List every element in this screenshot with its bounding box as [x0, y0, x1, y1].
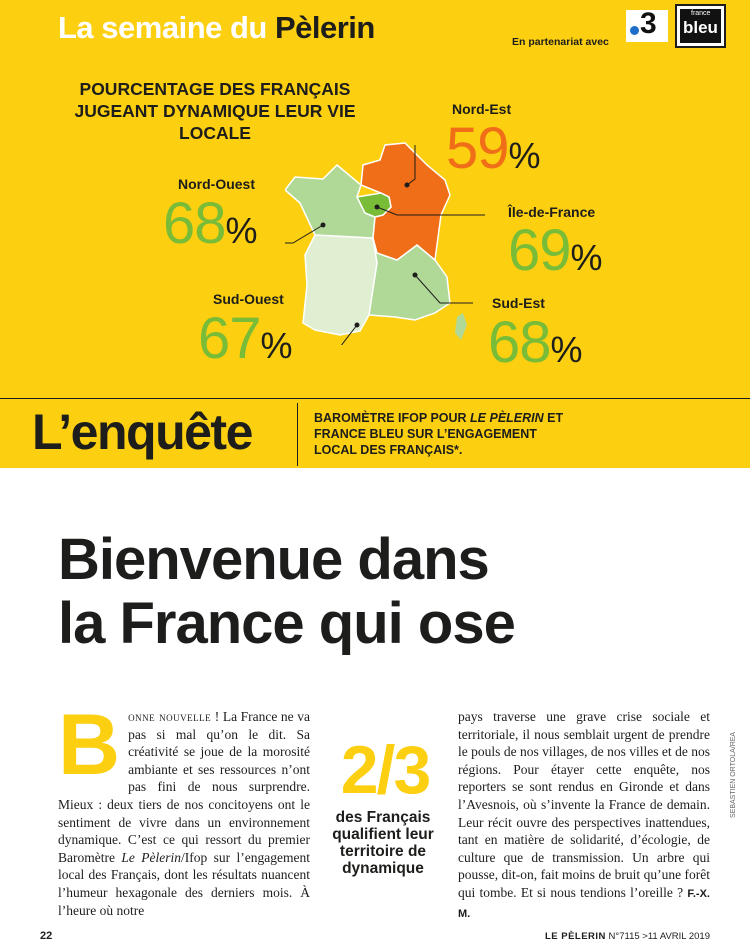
stat-label: des Français qualifient leur territoire de dynamique — [332, 809, 434, 877]
stat-fraction: 2/3 — [340, 732, 430, 808]
signature: F.-X. M. — [458, 887, 710, 920]
label-sud-ouest: Sud-Ouest — [213, 291, 284, 307]
region-corse — [455, 313, 467, 340]
france3-dot-icon — [630, 26, 639, 35]
partner-text: En partenariat avec — [512, 36, 609, 48]
page-number: 22 — [40, 930, 53, 942]
value-nord-est: 59% — [446, 116, 540, 181]
article-headline: Bienvenue dans la France qui ose — [58, 527, 515, 656]
footer-issue: LE PÈLERIN N°7115 >11 AVRIL 2019 — [544, 931, 710, 942]
section-vertical-divider — [297, 403, 298, 466]
label-sud-est: Sud-Est — [492, 295, 545, 311]
label-nord-ouest: Nord-Ouest — [178, 176, 255, 192]
france-bleu-logo: france bleu — [675, 4, 726, 48]
france3-logo: 3 — [626, 10, 668, 42]
value-sud-ouest: 67% — [198, 306, 292, 371]
barometre-subtitle: BAROMÈTRE IFOP POUR LE PÈLERIN ET FRANCE BLEU SUR L’ENGAGEMENT LOCAL DES FRANÇAIS*. — [314, 411, 564, 457]
photo-credit: SEBASTIEN ORTOLA/REA — [730, 731, 737, 818]
section-title: L’enquête — [32, 404, 252, 460]
section-divider-line — [0, 398, 750, 399]
article-column-2: pays traverse une grave crise sociale et territoriale, il nous semblait urgent de prendre le pouls de nos villages, de nos villes et de nos régions. Pour étayer cette enquête, nos reporters se sont rendus en Gironde et dans l’Avesnois, où s’invente la France de demain. Leur récit ouvre des perspectives inattendues, tant en matière de solidarité, d’écologie, de culture que de transmission. Un arbre qui pousse, dit-on, fait moins de bruit qu’une forêt qui tombe. Et si nous tendions l’oreille ? F.-X. M. — [458, 709, 710, 920]
value-ile-de-france: 69% — [508, 218, 602, 283]
value-nord-ouest: 68% — [163, 191, 257, 256]
label-ile-de-france: Île-de-France — [508, 204, 596, 220]
label-nord-est: Nord-Est — [452, 101, 512, 117]
article-column-1: Bonne nouvelle ! La France ne va pas si mal qu’on le dit. Sa créativité se joue de la morosité ambiante et ses ressources n’ont pas fini de nous surprendre. Mieux : deux tiers de nos concitoyens ont le sentiment de vivre dans un environnement dynamique. C’est ce qui ressort du premier Baromètre Le Pèlerin/Ifop sur l’engagement local des Français, dont les résultats nuancent l’humeur hexagonale des derniers mois. À l’heure où notre — [58, 697, 310, 918]
brand-title: La semaine du Pèlerin — [58, 10, 375, 45]
region-sud-ouest — [303, 235, 377, 335]
drop-cap: B — [58, 697, 121, 793]
value-sud-est: 68% — [488, 310, 582, 375]
infographic-title: POURCENTAGE DES FRANÇAIS JUGEANT DYNAMIQUE LEUR VIE LOCALE — [74, 79, 356, 143]
